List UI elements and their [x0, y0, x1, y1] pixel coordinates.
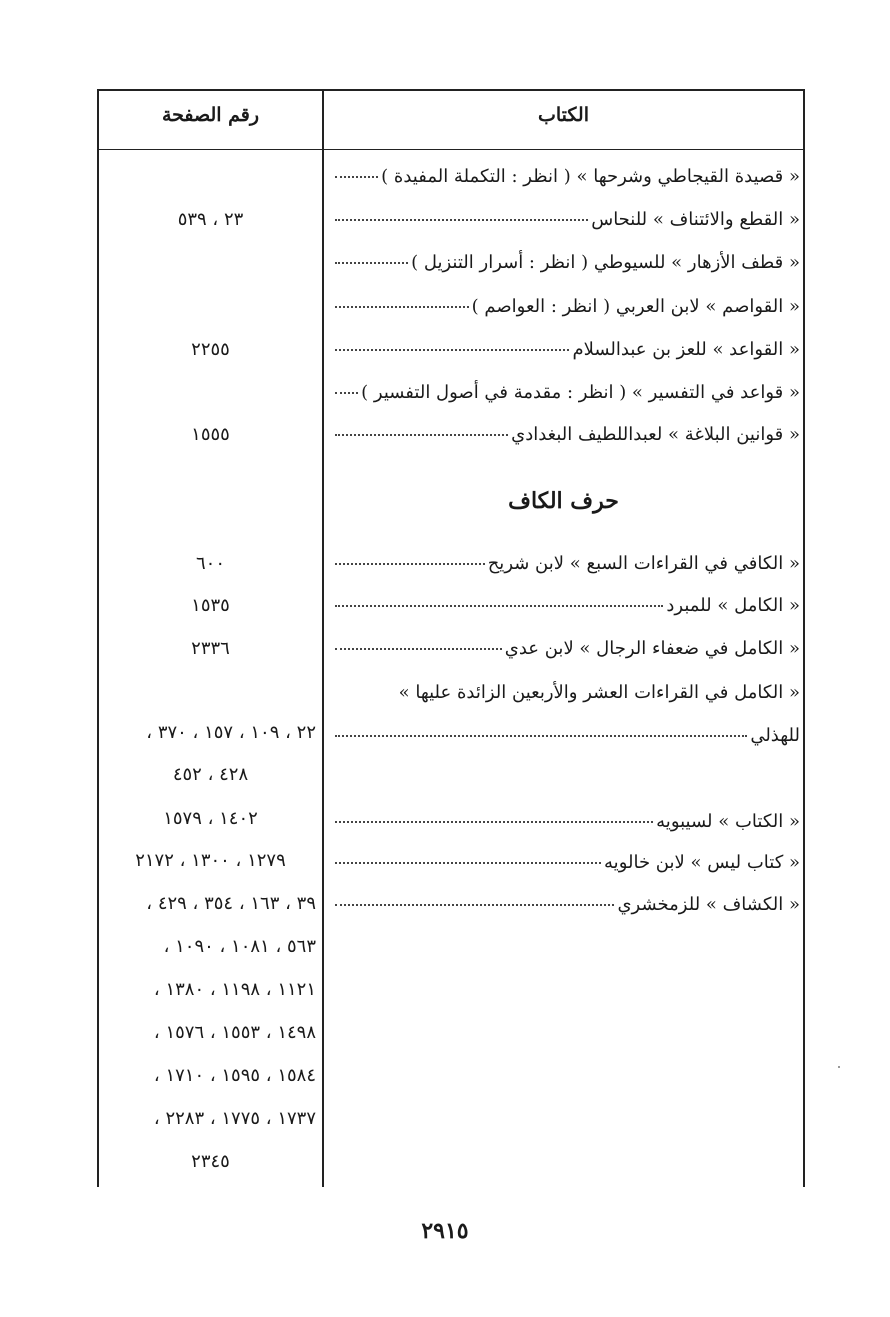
page-reference: ٤٢٨ ، ٤٥٢	[172, 764, 249, 785]
entry-title: « قواعد في التفسير » ( انظر : مقدمة في أصول التفسير )	[361, 382, 800, 403]
dot-leader	[335, 604, 663, 607]
table-border-right	[803, 150, 805, 1187]
page-reference: ١٢٧٩ ، ١٣٠٠ ، ٢١٧٢	[135, 850, 286, 871]
page-reference: ٣٩ ، ١٦٣ ، ٣٥٤ ، ٤٢٩ ،	[146, 893, 316, 914]
column-divider	[322, 150, 324, 1187]
entry-title: « الكتاب » لسيبويه	[656, 811, 800, 832]
entry-row	[332, 725, 800, 755]
page-reference: ٢٢ ، ١٠٩ ، ١٥٧ ، ٣٧٠ ،	[146, 722, 316, 743]
dot-leader	[335, 647, 502, 650]
page-reference: ٢٢٥٥	[191, 339, 230, 360]
entry-row	[332, 852, 800, 882]
entry-row	[332, 339, 800, 369]
dot-leader	[335, 861, 601, 864]
page-reference: ١٥٥٥	[191, 424, 230, 445]
entry-title: « الكشاف » للزمخشري	[617, 894, 800, 915]
entry-title: « قطف الأزهار » للسيوطي ( انظر : أسرار التنزيل )	[411, 252, 800, 273]
entry-row	[332, 682, 800, 712]
entry-title: « قوانين البلاغة » لعبداللطيف البغدادي	[511, 424, 800, 445]
entry-title: « القواصم » لابن العربي ( انظر : العواصم )	[471, 296, 800, 317]
entry-row	[332, 894, 800, 924]
entry-title: « الكامل في ضعفاء الرجال » لابن عدي	[504, 638, 800, 659]
dot-leader	[335, 562, 485, 565]
entry-title: « الكافي في القراءات السبع » لابن شريح	[487, 553, 800, 574]
page-reference: ٦٠٠	[195, 553, 225, 574]
entry-title: « الكامل » للمبرد	[666, 595, 800, 616]
dot-leader	[335, 820, 653, 823]
dot-leader	[335, 261, 408, 264]
table-border-left	[97, 150, 99, 1187]
page-reference: ٢٣٤٥	[191, 1151, 230, 1172]
page-number: ٢٩١٥	[421, 1218, 469, 1244]
dot-leader	[335, 391, 358, 394]
entry-row	[332, 811, 800, 841]
entry-row	[332, 553, 800, 583]
dot-leader	[335, 348, 569, 351]
entry-title: « القطع والائتناف » للنحاس	[591, 209, 800, 230]
column-header-page: رقم الصفحة	[161, 104, 260, 126]
entry-row	[332, 595, 800, 625]
dot-leader	[335, 903, 614, 906]
entry-row	[332, 252, 800, 282]
page-reference: ١٤٠٢ ، ١٥٧٩	[163, 808, 258, 829]
page-reference: ١٤٩٨ ، ١٥٥٣ ، ١٥٧٦ ،	[153, 1022, 316, 1043]
page-reference: ٢٣ ، ٥٣٩	[177, 209, 244, 230]
page-reference: ١٥٣٥	[191, 595, 230, 616]
page-reference: ١٧٣٧ ، ١٧٧٥ ، ٢٢٨٣ ،	[153, 1108, 316, 1129]
entry-title-continued: للهذلي	[750, 725, 800, 746]
entry-title: « القواعد » للعز بن عبدالسلام	[572, 339, 800, 360]
entry-title: « الكامل في القراءات العشر والأربعين الزائدة عليها »	[398, 682, 800, 703]
page-reference: ١١٢١ ، ١١٩٨ ، ١٣٨٠ ،	[153, 979, 316, 1000]
column-header-book: الكتاب	[538, 104, 589, 126]
entry-row	[332, 638, 800, 668]
scan-speck	[838, 1066, 840, 1068]
dot-leader	[335, 218, 588, 221]
entry-row	[332, 209, 800, 239]
entry-row	[332, 424, 800, 454]
page-reference: ١٥٨٤ ، ١٥٩٥ ، ١٧١٠ ،	[153, 1065, 316, 1086]
dot-leader	[335, 305, 469, 308]
entry-row	[332, 296, 800, 326]
entry-row	[332, 382, 800, 412]
dot-leader	[335, 433, 508, 436]
dot-leader	[335, 175, 378, 178]
section-heading: حرف الكاف	[508, 488, 619, 514]
entry-title: « كتاب ليس » لابن خالويه	[604, 852, 800, 873]
entry-row	[332, 166, 800, 196]
page-reference: ٥٦٣ ، ١٠٨١ ، ١٠٩٠ ،	[163, 936, 316, 957]
dot-leader	[335, 734, 747, 737]
page-reference: ٢٣٣٦	[191, 638, 230, 659]
entry-title: « قصيدة القيجاطي وشرحها » ( انظر : التكملة المفيدة )	[381, 166, 800, 187]
